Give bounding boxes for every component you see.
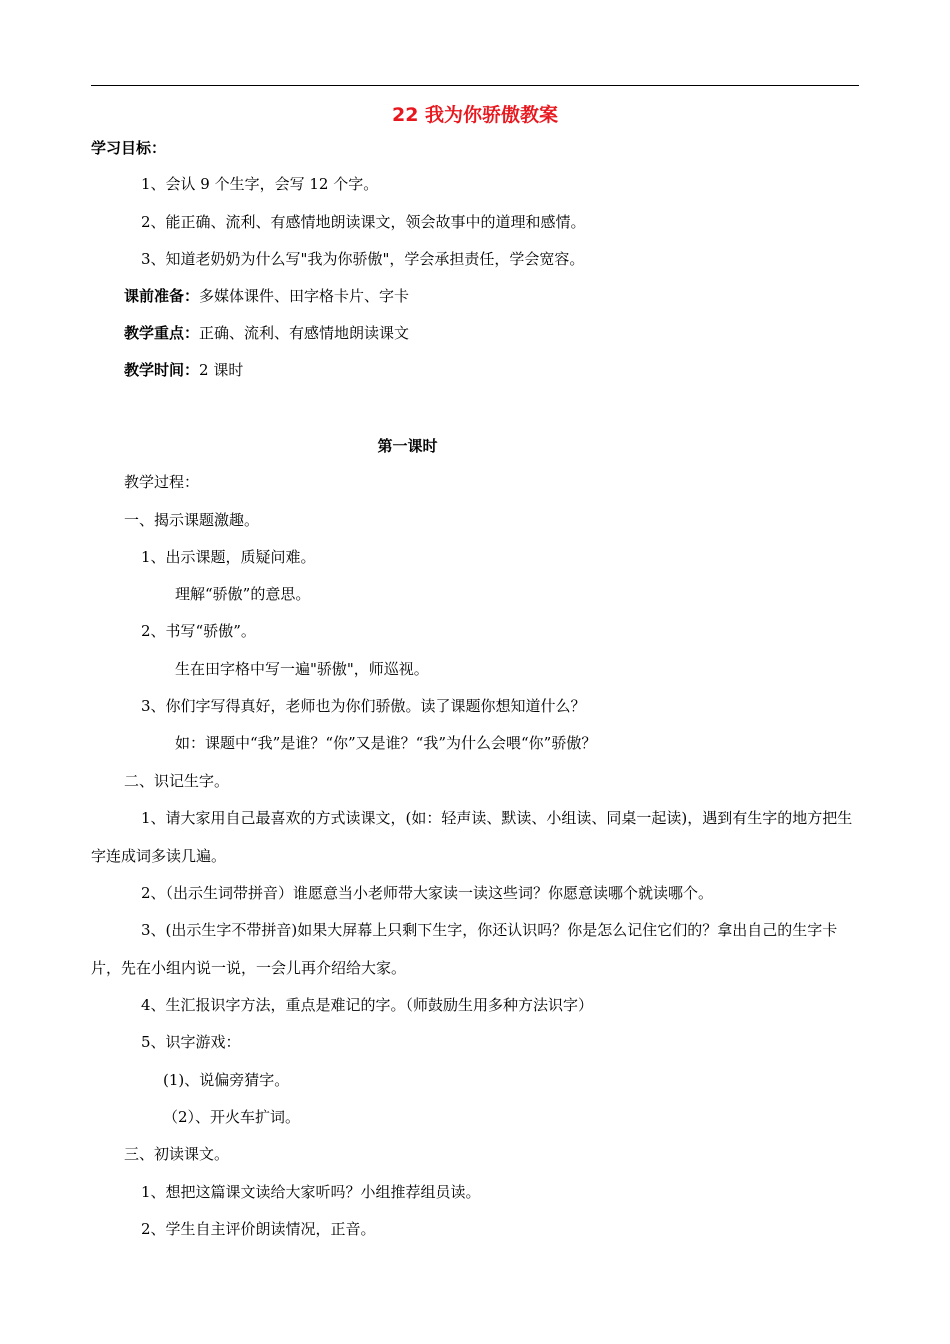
focus-row bbox=[124, 323, 409, 343]
step-item: 5、识字游戏： bbox=[141, 1033, 241, 1051]
section-heading: 一、揭示课题激趣。 bbox=[124, 511, 260, 529]
section-heading: 三、初读课文。 bbox=[124, 1145, 230, 1163]
document-title: 22 我为你骄傲教案 bbox=[391, 104, 559, 126]
time-value: 2 课时 bbox=[199, 361, 244, 379]
paragraph: 1、请大家用自己最喜欢的方式读课文，(如：轻声读、默读、小组读、同桌一起读)，遇到有生字的地方把生字连成词多读几遍。 bbox=[91, 809, 853, 865]
paragraph: 3、(出示生字不带拼音)如果大屏幕上只剩下生字，你还认识吗？你是怎么记住它们的？拿出自己的生字卡片，先在小组内说一说，一会儿再介绍给大家。 bbox=[91, 921, 838, 977]
focus-value: 正确、流利、有感情地朗读课文 bbox=[199, 324, 410, 342]
step-item: 1、想把这篇课文读给大家听吗？小组推荐组员读。 bbox=[141, 1183, 481, 1201]
step-item: 3、你们字写得真好，老师也为你们骄傲。读了课题你想知道什么？ bbox=[141, 697, 586, 715]
step-item: 1、出示课题，质疑问难。 bbox=[141, 548, 316, 566]
step-detail: (1)、说偏旁猜字。 bbox=[163, 1071, 290, 1089]
step-detail: 如：课题中“我”是谁？“你”又是谁？“我”为什么会喂“你”骄傲？ bbox=[175, 734, 597, 752]
step-item: 2、学生自主评价朗读情况，正音。 bbox=[141, 1220, 376, 1238]
prep-row bbox=[124, 286, 409, 306]
objective-item: 3、知道老奶奶为什么写"我为你骄傲"，学会承担责任，学会宽容。 bbox=[141, 250, 585, 268]
objective-item: 1、会认 9 个生字，会写 12 个字。 bbox=[141, 175, 379, 193]
time-label: 教学时间： bbox=[124, 361, 200, 379]
process-label: 教学过程： bbox=[124, 473, 200, 491]
objective-item: 2、能正确、流利、有感情地朗读课文，领会故事中的道理和感情。 bbox=[141, 213, 586, 231]
step-detail: （2）、开火车扩词。 bbox=[163, 1108, 301, 1126]
header-rule bbox=[91, 85, 859, 86]
step-item: 4、生汇报识字方法，重点是难记的字。（师鼓励生用多种方法识字） bbox=[141, 996, 594, 1014]
objectives-heading: 学习目标： bbox=[91, 139, 167, 157]
focus-label: 教学重点： bbox=[124, 324, 200, 342]
step-detail: 理解“骄傲”的意思。 bbox=[175, 585, 311, 603]
section-heading: 二、识记生字。 bbox=[124, 772, 230, 790]
step-item: 2、书写“骄傲”。 bbox=[141, 622, 256, 640]
step-item: 2、（出示生词带拼音）谁愿意当小老师带大家读一读这些词？你愿意读哪个就读哪个。 bbox=[141, 884, 714, 902]
prep-label: 课前准备： bbox=[124, 287, 200, 305]
lesson-heading: 第一课时 bbox=[377, 437, 438, 455]
time-row bbox=[124, 360, 243, 380]
prep-value: 多媒体课件、田字格卡片、字卡 bbox=[199, 287, 410, 305]
step-detail: 生在田字格中写一遍"骄傲"，师巡视。 bbox=[175, 660, 429, 678]
